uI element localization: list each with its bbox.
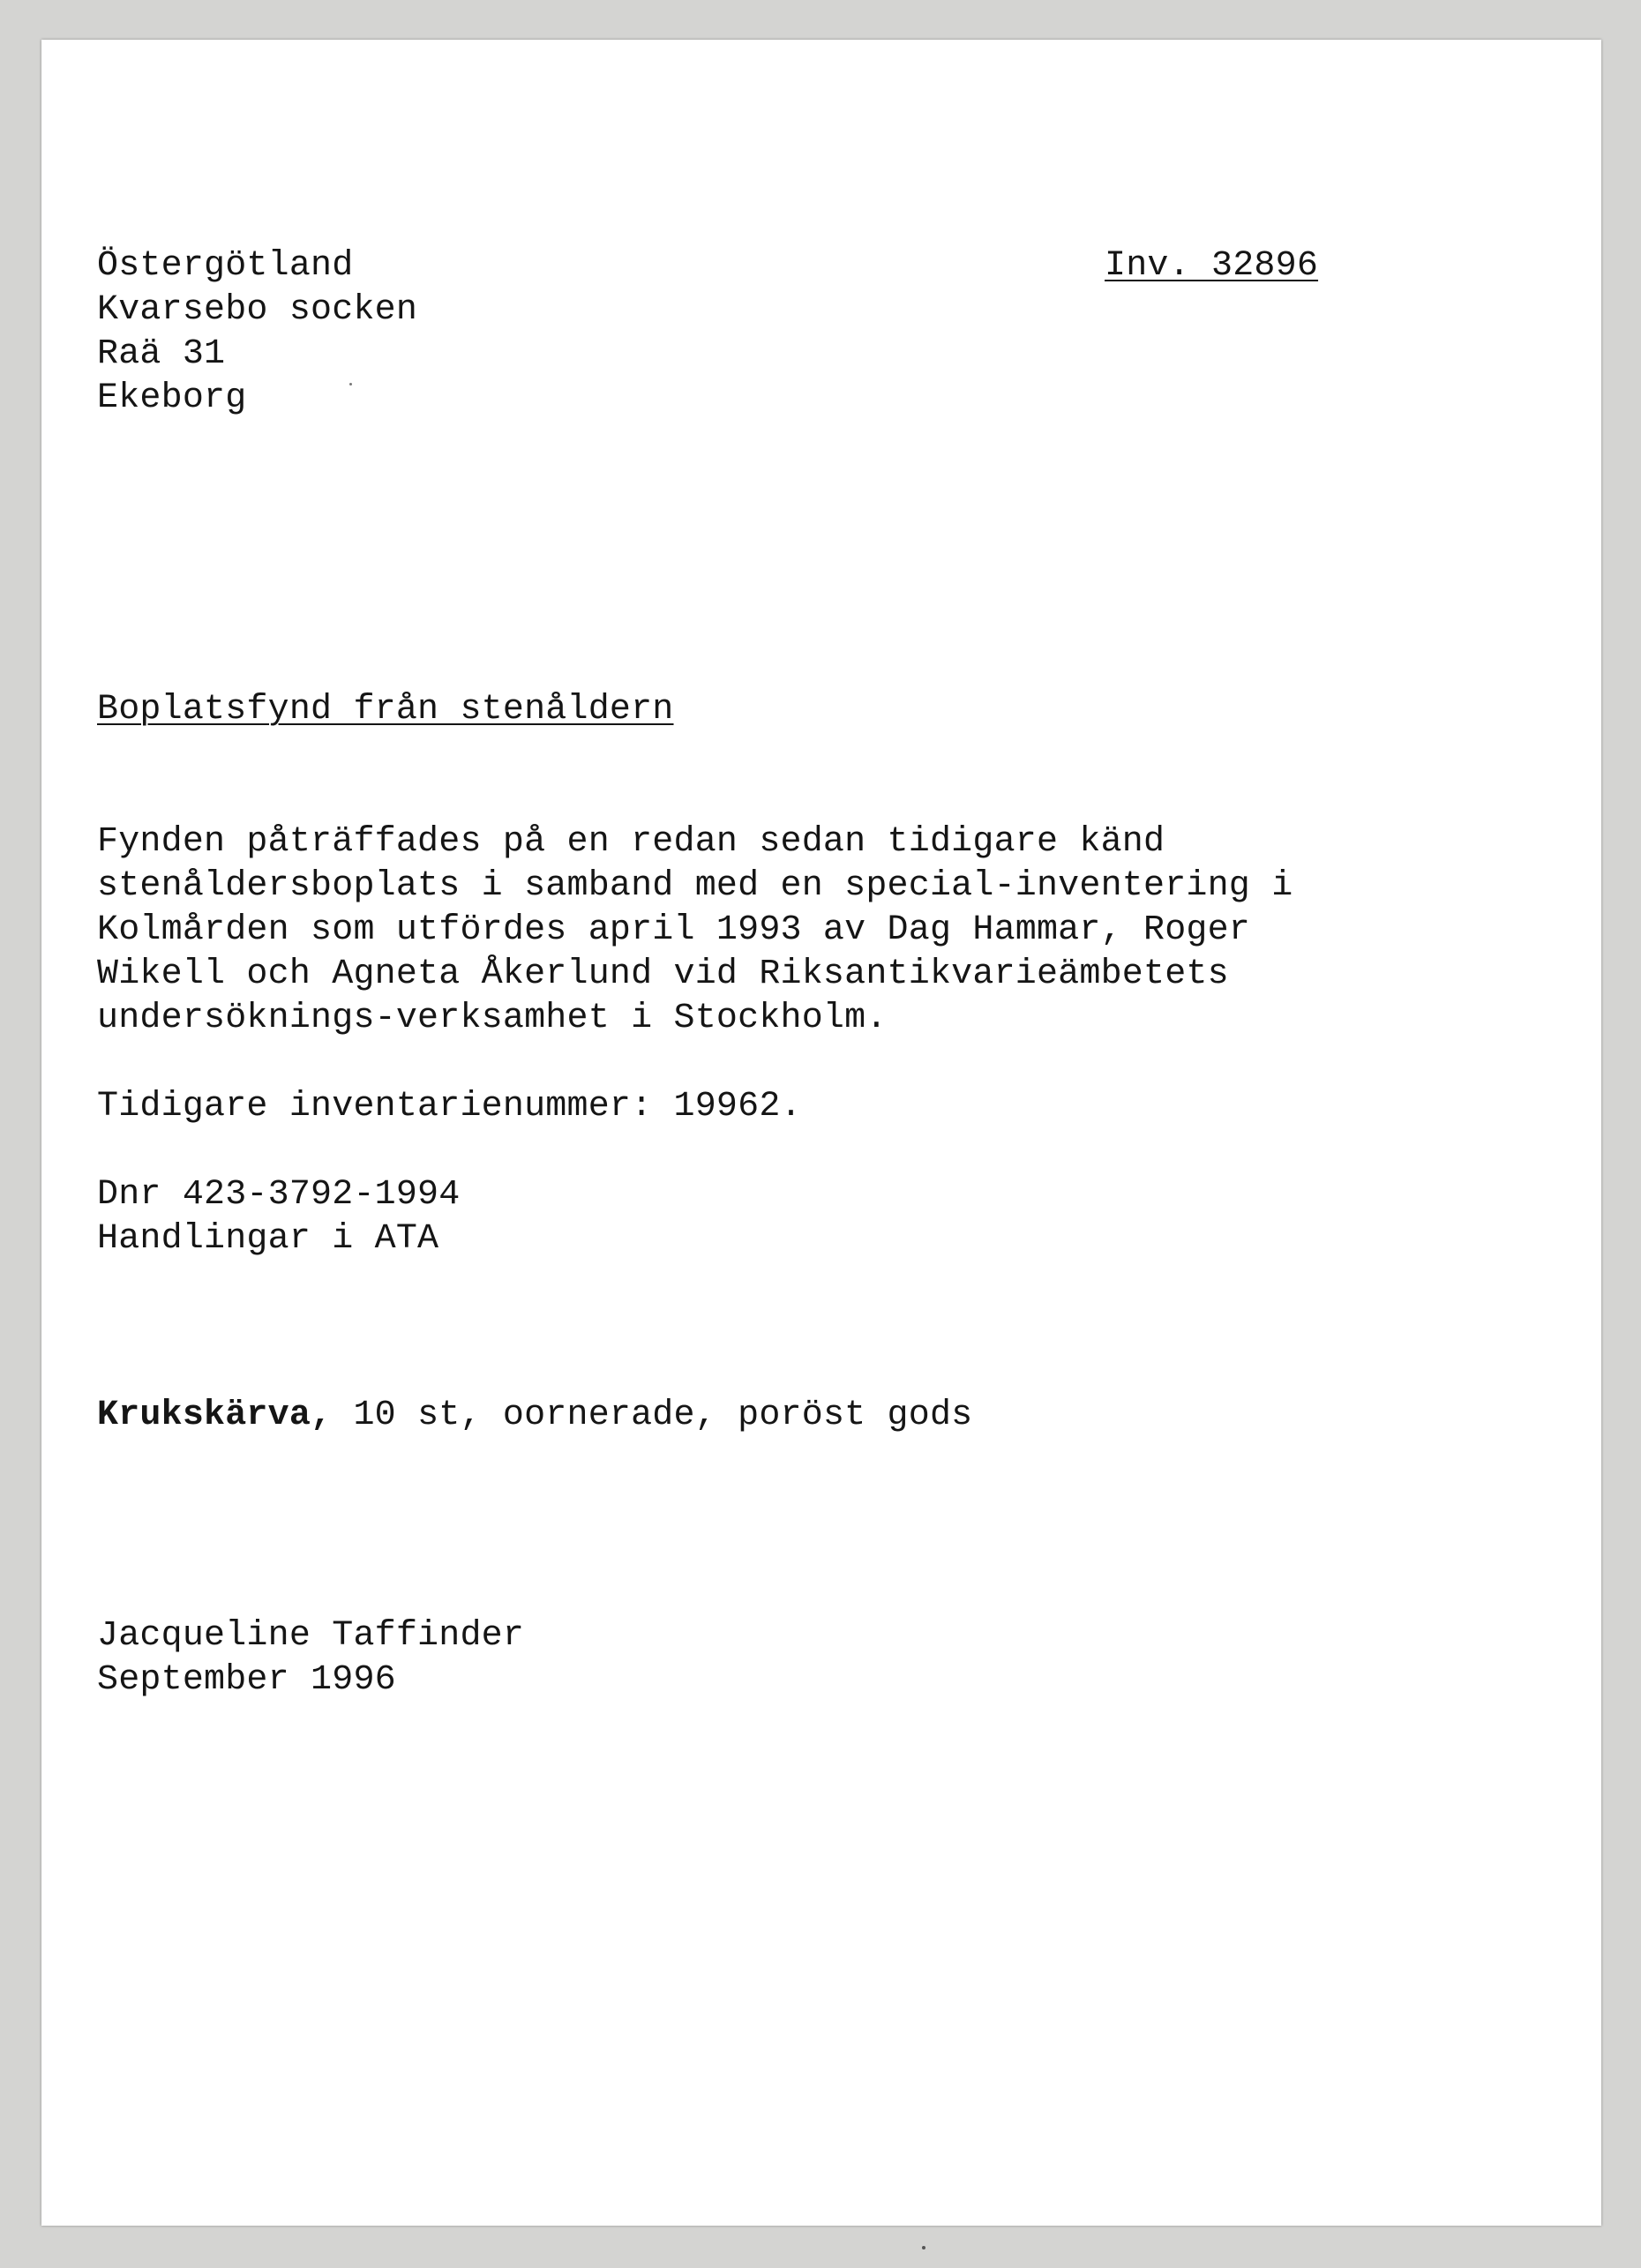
paper-speck [349,383,352,385]
find-details: 10 st, oornerade, poröst gods [332,1396,973,1435]
parish-text: Kvarsebo socken [97,290,418,330]
description-line: Wikell och Agneta Åkerlund vid Riksantikvarieämbetets [97,954,1229,994]
signature-date: September 1996 [97,1660,396,1700]
raa-number: Raä 31 [97,334,226,374]
previous-inventory-number: Tidigare inventarienummer: 19962. [97,1087,802,1127]
description-line: undersöknings-verksamhet i Stockholm. [97,999,888,1038]
find-entry [97,1394,972,1438]
description-line: Fynden påträffades på en redan sedan tidigare känd [97,822,1165,862]
documents-location: Handlingar i ATA [97,1219,439,1259]
description-line: Kolmården som utfördes april 1993 av Dag Hammar, Roger [97,910,1251,950]
site-name: Ekeborg [97,378,247,418]
paper-speck [922,2246,925,2249]
description-line: stenåldersboplats i samband med en special-inventering i [97,866,1293,906]
signature-author: Jacqueline Taffinder [97,1616,525,1656]
find-name: Krukskärva, [97,1396,333,1435]
dnr-number: Dnr 423-3792-1994 [97,1175,461,1215]
document-title: Boplatsfynd från stenåldern [97,690,674,730]
inventory-number: Inv. 32896 [1105,246,1319,286]
document-page [41,40,1601,2226]
region-text: Östergötland [97,246,354,286]
